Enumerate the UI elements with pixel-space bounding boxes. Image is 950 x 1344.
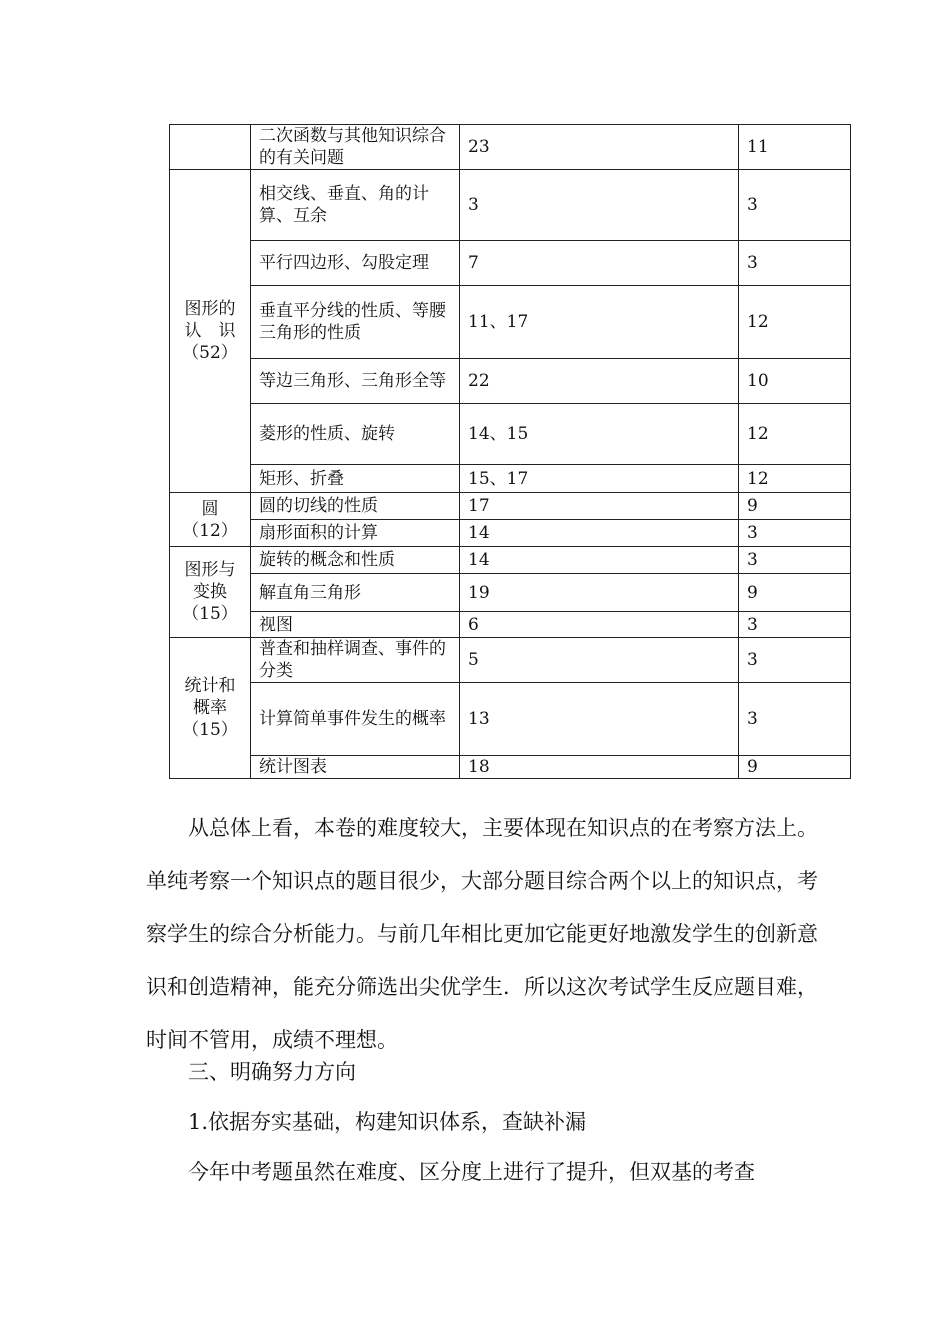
score-cell: 3 [739,520,851,547]
score-cell: 11 [739,125,851,170]
score-cell: 12 [739,465,851,493]
table-row [170,493,851,520]
category-cell: 图形与变换（15） [170,547,251,638]
topic-cell: 平行四边形、勾股定理 [251,241,460,286]
question-cell: 3 [460,170,739,241]
topic-cell: 解直角三角形 [251,574,460,612]
knowledge-score-table [169,124,851,779]
question-cell: 5 [460,638,739,683]
score-cell: 3 [739,638,851,683]
topic-cell: 普查和抽样调查、事件的分类 [251,638,460,683]
score-cell: 9 [739,574,851,612]
question-cell: 14、15 [460,404,739,465]
score-cell: 12 [739,286,851,359]
topic-cell: 圆的切线的性质 [251,493,460,520]
score-cell: 9 [739,493,851,520]
question-cell: 11、17 [460,286,739,359]
topic-cell: 视图 [251,612,460,638]
question-cell: 13 [460,683,739,756]
table-row [170,520,851,547]
table-row [170,683,851,756]
score-cell: 3 [739,241,851,286]
score-cell: 12 [739,404,851,465]
score-cell: 3 [739,547,851,574]
question-cell: 19 [460,574,739,612]
topic-cell: 扇形面积的计算 [251,520,460,547]
question-cell: 14 [460,547,739,574]
question-cell: 6 [460,612,739,638]
topic-cell: 统计图表 [251,756,460,779]
table-row [170,286,851,359]
score-cell: 3 [739,612,851,638]
question-cell: 14 [460,520,739,547]
summary-paragraph: 从总体上看，本卷的难度较大，主要体现在知识点的在考察方法上。单纯考察一个知识点的题目很少，大部分题目综合两个以上的知识点，考察学生的综合分析能力。与前几年相比更加它能更好地激发学生的创新意识和创造精神，能充分筛选出尖优学生．所以这次考试学生反应题目难，时间不管用，成绩不理想。 [146,816,818,1052]
table-row [170,241,851,286]
question-cell: 17 [460,493,739,520]
category-cell: 圆（12） [170,493,251,547]
table-row [170,125,851,170]
body-paragraph: 今年中考题虽然在难度、区分度上进行了提升，但双基的考查 [188,1160,755,1184]
subsection-heading: 1.依据夯实基础，构建知识体系，查缺补漏 [188,1110,587,1134]
topic-cell: 等边三角形、三角形全等 [251,359,460,404]
table-row [170,638,851,683]
topic-cell: 相交线、垂直、角的计算、互余 [251,170,460,241]
category-cell: 统计和概率（15） [170,638,251,779]
question-cell: 15、17 [460,465,739,493]
table-row [170,574,851,612]
score-cell: 3 [739,170,851,241]
score-cell: 10 [739,359,851,404]
topic-cell: 菱形的性质、旋转 [251,404,460,465]
table-row [170,404,851,465]
table-row [170,756,851,779]
table-row [170,465,851,493]
table-row [170,612,851,638]
section-heading: 三、明确努力方向 [188,1060,356,1084]
score-cell: 3 [739,683,851,756]
table-row [170,359,851,404]
topic-cell: 矩形、折叠 [251,465,460,493]
score-cell: 9 [739,756,851,779]
table-row [170,170,851,241]
topic-cell: 垂直平分线的性质、等腰三角形的性质 [251,286,460,359]
topic-cell: 计算简单事件发生的概率 [251,683,460,756]
question-cell: 23 [460,125,739,170]
question-cell: 22 [460,359,739,404]
question-cell: 7 [460,241,739,286]
category-cell [170,125,251,170]
topic-cell: 二次函数与其他知识综合的有关问题 [251,125,460,170]
question-cell: 18 [460,756,739,779]
topic-cell: 旋转的概念和性质 [251,547,460,574]
category-cell: 图形的认 识（52） [170,170,251,493]
table-row [170,547,851,574]
